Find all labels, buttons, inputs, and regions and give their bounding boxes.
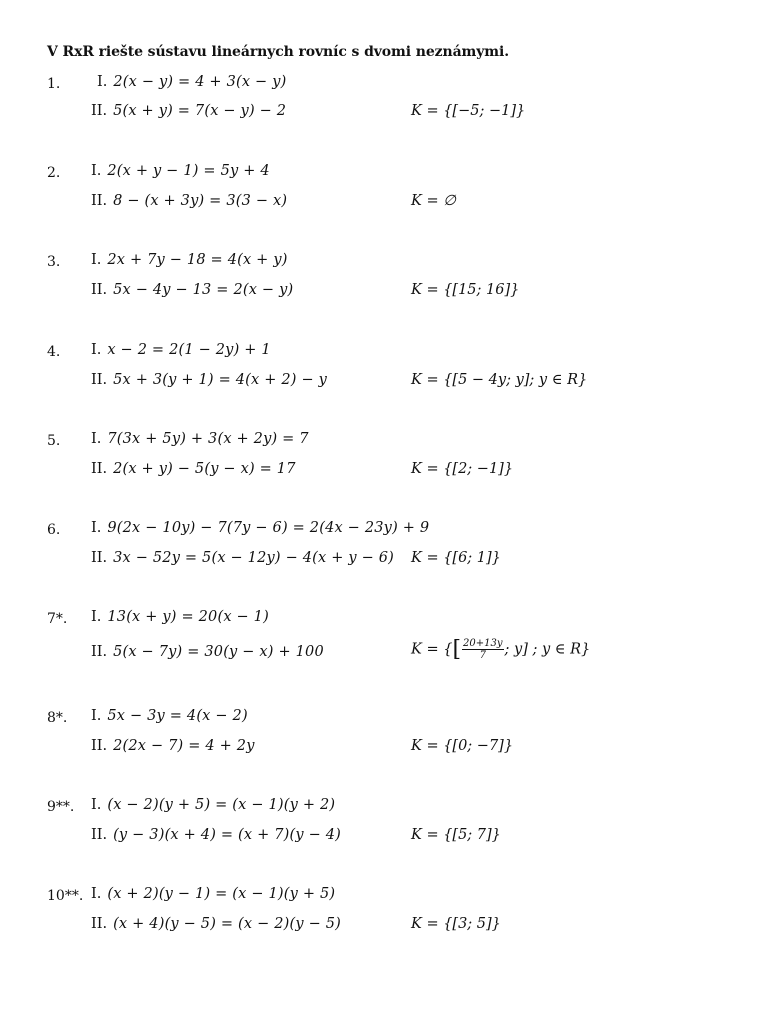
equation-label: II. (91, 827, 108, 843)
solution-set: K = {[15; 16]} (411, 282, 520, 298)
equation-2 (91, 644, 324, 660)
equation-text: 2(2x − 7) = 4 + 2y (113, 738, 255, 754)
equation-label: I. (91, 431, 102, 447)
equation-1 (91, 252, 288, 268)
equation-text: 2(x − y) = 4 + 3(x − y) (113, 74, 287, 90)
problem-number: 9**. (47, 799, 75, 815)
equation-2 (91, 282, 293, 298)
equation-text: (x − 2)(y + 5) = (x − 1)(y + 2) (107, 797, 336, 813)
equation-1 (97, 74, 286, 90)
equation-label: II. (91, 738, 108, 754)
fraction (462, 638, 503, 661)
problem-4 (0, 342, 768, 402)
equation-label: I. (91, 797, 102, 813)
solution-set: K = {[0; −7]} (411, 738, 514, 754)
problem-10 (0, 886, 768, 946)
equation-label: I. (91, 708, 102, 724)
problem-number: 2. (47, 165, 61, 181)
equation-1 (91, 609, 269, 625)
problem-6 (0, 520, 768, 580)
equation-label: II. (91, 193, 108, 209)
problem-7 (0, 609, 768, 669)
equation-2 (91, 193, 287, 209)
equation-1 (91, 886, 335, 902)
equation-label: II. (91, 461, 108, 477)
problem-number: 7*. (47, 611, 68, 627)
equation-label: I. (97, 74, 108, 90)
equation-1 (91, 342, 271, 358)
equation-1 (91, 431, 309, 447)
equation-1 (91, 797, 335, 813)
equation-label: I. (91, 342, 102, 358)
problem-2 (0, 163, 768, 223)
left-bracket: [ (452, 637, 462, 662)
fraction-numerator: 20+13y (463, 638, 503, 649)
equation-label: I. (91, 163, 102, 179)
solution-set: K = {[6; 1]} (411, 550, 501, 566)
solution-set (411, 637, 590, 662)
equation-text: 5x + 3(y + 1) = 4(x + 2) − y (113, 372, 328, 388)
fraction-denominator: 7 (479, 650, 486, 661)
equation-text: (x + 4)(y − 5) = (x − 2)(y − 5) (113, 916, 342, 932)
equation-2 (91, 738, 255, 754)
equation-text: 5(x + y) = 7(x − y) − 2 (113, 103, 287, 119)
equation-2 (91, 372, 327, 388)
equation-text: (x + 2)(y − 1) = (x − 1)(y + 5) (107, 886, 336, 902)
equation-label: I. (91, 886, 102, 902)
problem-1 (0, 74, 768, 134)
equation-1 (91, 163, 270, 179)
solution-set: K = {[−5; −1]} (411, 103, 526, 119)
problem-9 (0, 797, 768, 857)
solution-set: K = {[3; 5]} (411, 916, 501, 932)
equation-1 (91, 708, 248, 724)
equation-text: 9(2x − 10y) − 7(7y − 6) = 2(4x − 23y) + 9 (107, 520, 430, 536)
equation-text: 2(x + y) − 5(y − x) = 17 (113, 461, 296, 477)
equation-text: 5x − 3y = 4(x − 2) (107, 708, 248, 724)
problem-number: 5. (47, 433, 61, 449)
equation-1 (91, 520, 429, 536)
problem-8 (0, 708, 768, 768)
equation-label: II. (91, 916, 108, 932)
solution-set: K = {[5 − 4y; y]; y ∈ R} (411, 372, 588, 388)
problem-number: 1. (47, 76, 61, 92)
equation-text: 5(x − 7y) = 30(y − x) + 100 (113, 644, 324, 660)
equation-label: I. (91, 520, 102, 536)
equation-label: II. (91, 282, 108, 298)
solution-set: K = ∅ (411, 193, 456, 209)
equation-2 (91, 827, 341, 843)
equation-label: II. (91, 372, 108, 388)
equation-text: 13(x + y) = 20(x − 1) (107, 609, 269, 625)
solution-suffix: ; y] ; y ∈ R} (504, 641, 591, 658)
equation-label: II. (91, 103, 108, 119)
equation-label: II. (91, 644, 108, 660)
problem-number: 4. (47, 344, 61, 360)
problem-number: 6. (47, 522, 61, 538)
equation-text: 2(x + y − 1) = 5y + 4 (107, 163, 270, 179)
solution-prefix: K = { (411, 641, 453, 658)
equation-2 (91, 103, 286, 119)
solution-set: K = {[5; 7]} (411, 827, 501, 843)
equation-text: 3x − 52y = 5(x − 12y) − 4(x + y − 6) (113, 550, 395, 566)
problem-number: 10**. (47, 888, 84, 904)
equation-label: II. (91, 550, 108, 566)
problem-3 (0, 252, 768, 312)
equation-text: 7(3x + 5y) + 3(x + 2y) = 7 (107, 431, 309, 447)
equation-text: x − 2 = 2(1 − 2y) + 1 (107, 342, 271, 358)
page-title: V RxR riešte sústavu lineárnych rovníc s dvomi neznámymi. (47, 44, 509, 60)
equation-text: (y − 3)(x + 4) = (x + 7)(y − 4) (113, 827, 342, 843)
equation-2 (91, 916, 341, 932)
equation-text: 8 − (x + 3y) = 3(3 − x) (113, 193, 288, 209)
equation-text: 2x + 7y − 18 = 4(x + y) (107, 252, 288, 268)
equation-label: I. (91, 252, 102, 268)
equation-text: 5x − 4y − 13 = 2(x − y) (113, 282, 294, 298)
problem-number: 3. (47, 254, 61, 270)
equation-label: I. (91, 609, 102, 625)
problem-5 (0, 431, 768, 491)
equation-2 (91, 550, 394, 566)
solution-set: K = {[2; −1]} (411, 461, 514, 477)
equation-2 (91, 461, 296, 477)
problem-number: 8*. (47, 710, 68, 726)
